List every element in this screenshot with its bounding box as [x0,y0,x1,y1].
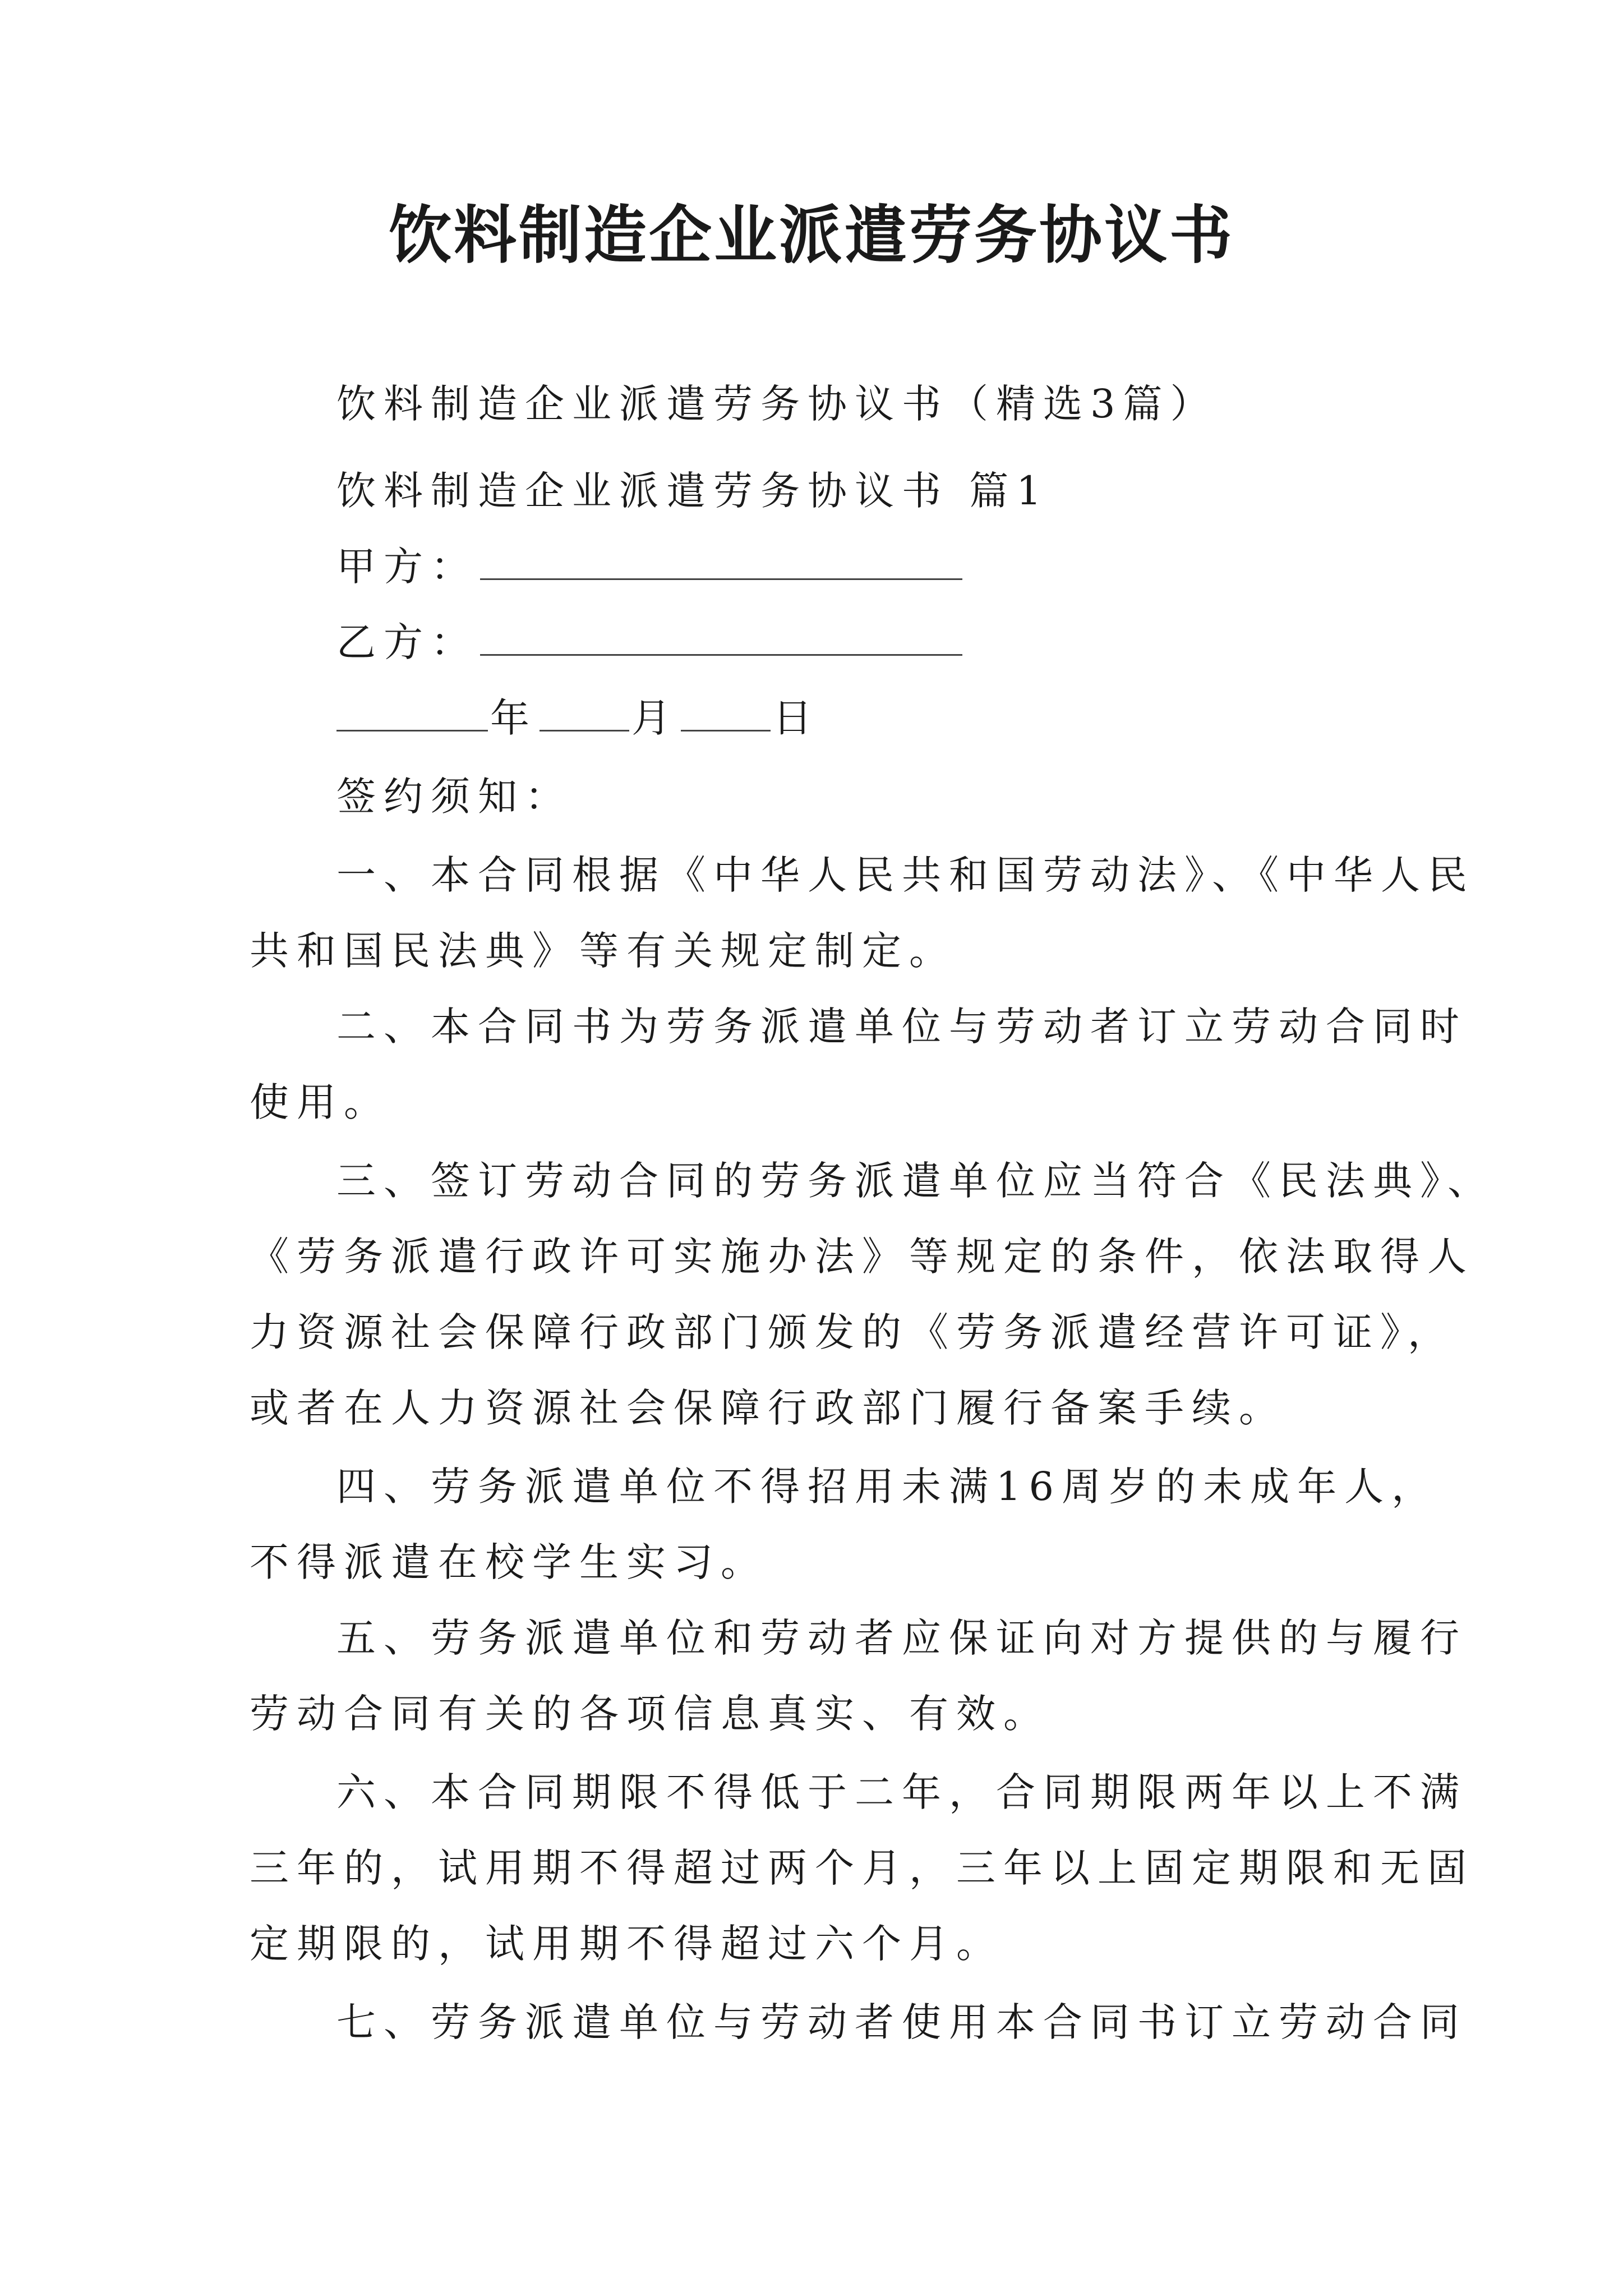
body-line: 三、签订劳动合同的劳务派遣单位应当符合《民法典》、 [336,1158,1495,1204]
party-b-line [336,617,965,668]
body-line: 六、本合同期限不得低于二年，合同期限两年以上不满 [336,1769,1467,1815]
body-line: 《劳务派遣行政许可实施办法》等规定的条件，依法取得人 [250,1234,1474,1280]
day-blank [681,696,771,731]
body-line: 力资源社会保障行政部门颁发的《劳务派遣经营许可证》， [250,1309,1455,1355]
date-month-label: 月 [631,695,679,741]
section-heading: 饮料制造企业派遣劳务协议书 篇1 [336,468,1049,514]
body-line: 二、本合同书为劳务派遣单位与劳动者订立劳动合同时 [336,1004,1467,1050]
body-line: 三年的，试用期不得超过两个月，三年以上固定期限和无固 [250,1845,1474,1891]
body-line: 七、劳务派遣单位与劳动者使用本合同书订立劳动合同 [336,1999,1467,2045]
party-a-line [336,541,965,592]
body-line: 共和国民法典》等有关规定制定。 [250,928,956,974]
body-line: 定期限的，试用期不得超过六个月。 [250,1921,1003,1967]
party-b-blank [480,620,962,656]
body-line: 使用。 [250,1079,391,1125]
body-line: 不得派遣在校学生实习。 [250,1539,768,1585]
date-year-label: 年 [490,695,537,741]
document-title: 饮料制造企业派遣劳务协议书 [389,199,1234,272]
month-blank [540,696,629,731]
year-blank [336,696,488,731]
body-line: 或者在人力资源社会保障行政部门履行备案手续。 [250,1385,1286,1431]
body-line: 劳动合同有关的各项信息真实、有效。 [250,1691,1050,1737]
date-day-label: 日 [773,695,820,741]
party-b-label: 乙方： [336,619,478,665]
notice-heading: 签约须知： [336,774,572,820]
body-line: 四、劳务派遣单位不得招用未满16周岁的未成年人， [336,1464,1439,1510]
body-line: 五、劳务派遣单位和劳动者应保证向对方提供的与履行 [336,1615,1467,1661]
party-a-blank [480,545,962,580]
body-line: 一、本合同根据《中华人民共和国劳动法》、《中华人民 [336,852,1475,898]
party-a-label: 甲方： [336,544,478,590]
document-subtitle: 饮料制造企业派遣劳务协议书（精选3篇） [336,381,1218,427]
date-line [336,693,820,743]
